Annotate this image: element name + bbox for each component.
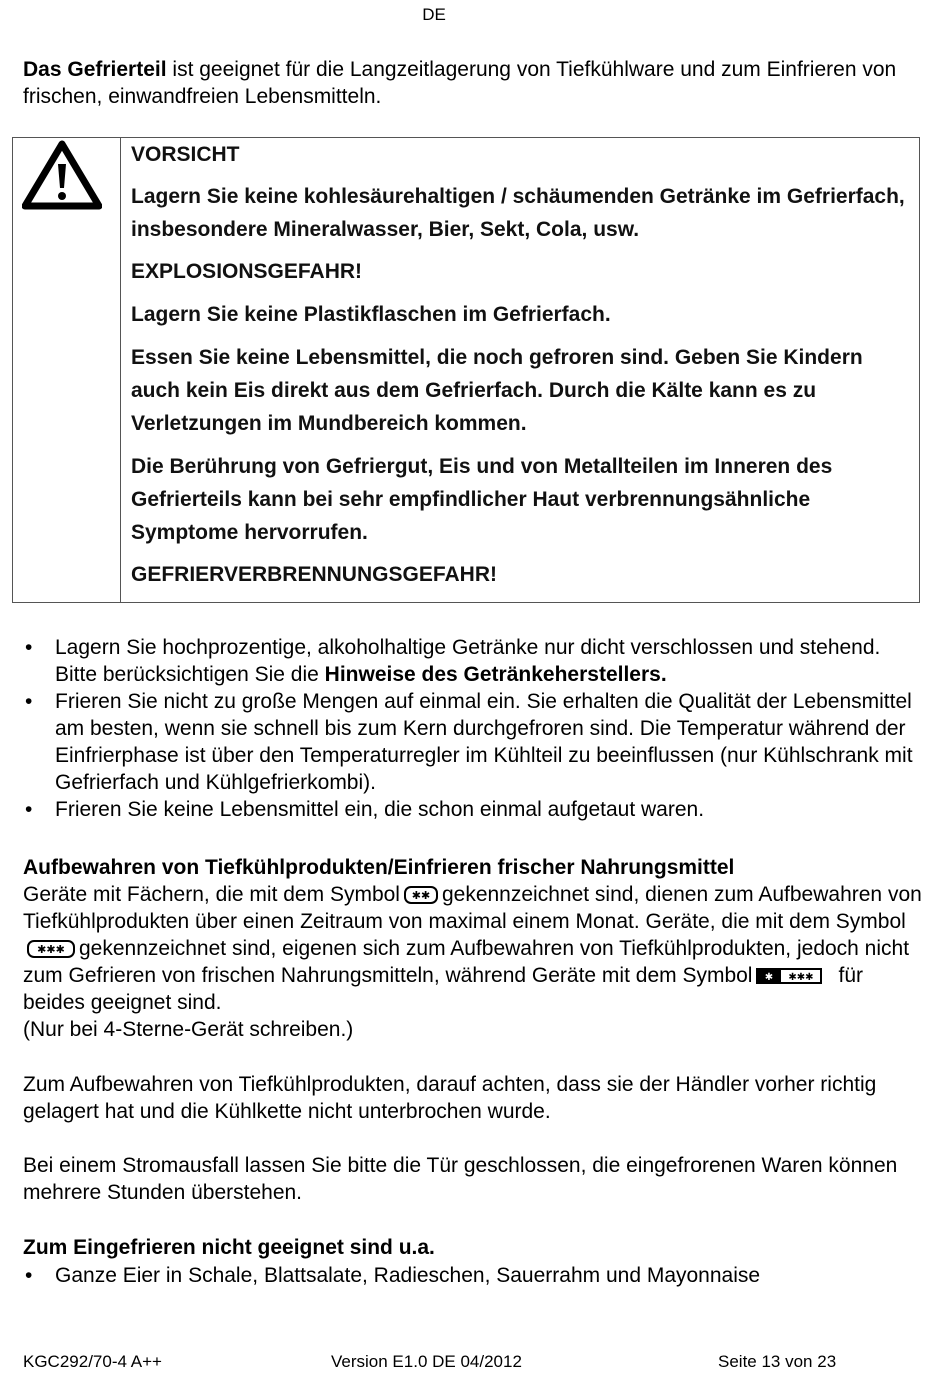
footer-page-number: Seite 13 von 23 <box>718 1352 837 1371</box>
four-star-symbol-icon <box>756 968 822 984</box>
two-star-symbol-icon <box>404 886 438 904</box>
list-item: • Lagern Sie hochprozentige, alkoholhaltige Getränke nur dicht verschlossen und stehend. Bitte berücksichtigen Sie die Hinweise des Getränkeherstellers. <box>25 636 881 686</box>
section-heading-not-suitable: Zum Eingefrieren nicht geeignet sind u.a. <box>23 1236 435 1259</box>
warning-icon-cell <box>13 138 121 602</box>
warning-line-1: Lagern Sie keine kohlesäurehaltigen / schäumenden Getränke im Gefrierfach, insbesondere Mineralwasser, Bier, Sekt, Cola, usw. <box>131 185 905 241</box>
intro-bold: Das Gefrierteil <box>23 58 167 81</box>
warning-line-2: EXPLOSIONSGEFAHR! <box>131 260 363 283</box>
language-code: DE <box>422 5 446 24</box>
warning-line-4: Essen Sie keine Lebensmittel, die noch gefroren sind. Geben Sie Kindern auch kein Eis direkt aus dem Gefrierfach. Durch die Kälte kann es zu Verletzungen im Mundbereich kommen. <box>131 346 863 435</box>
warning-triangle-icon <box>22 140 102 210</box>
warning-line-5: Die Berührung von Gefriergut, Eis und von Metallteilen im Inneren des Gefrierteils kann bei sehr empfindlicher Haut verbrennungsähnliche Symptome hervorrufen. <box>131 455 833 544</box>
storage-bullets <box>23 634 928 823</box>
svg-text:✱✱: ✱✱ <box>411 889 431 903</box>
svg-text:✱✱✱: ✱✱✱ <box>788 972 815 984</box>
footer-model: KGC292/70-4 A++ <box>23 1352 162 1371</box>
list-item: • Ganze Eier in Schale, Blattsalate, Radieschen, Sauerrahm und Mayonnaise <box>25 1264 761 1287</box>
intro-paragraph <box>23 56 928 110</box>
footer-version: Version E1.0 DE 04/2012 <box>331 1352 522 1371</box>
intro-text: ist geeignet für die Langzeitlagerung von Tiefkühlware und zum Einfrieren von frischen, einwandfreien Lebensmitteln. <box>23 58 897 108</box>
power-outage-paragraph: Bei einem Stromausfall lassen Sie bitte die Tür geschlossen, die eingefrorenen Waren können mehrere Stunden überstehen. <box>23 1154 898 1204</box>
warning-line-6: GEFRIERVERBRENNUNGSGEFAHR! <box>131 563 497 586</box>
warning-line-3: Lagern Sie keine Plastikflaschen im Gefrierfach. <box>131 303 611 326</box>
warning-title: VORSICHT <box>131 143 240 166</box>
three-star-symbol-icon <box>27 940 75 958</box>
svg-text:✱✱✱: ✱✱✱ <box>37 943 65 957</box>
symbol-paragraph: Geräte mit Fächern, die mit dem Symbol ✱✱ gekennzeichnet sind, dienen zum Aufbewahren von Tiefkühlprodukten über einen Zeitraum von maximal einem Monat. Geräte, die mit dem Symbol ✱✱✱ gekennzeichnet sind, eigenen sich zum Aufbewahren von Tiefkühlprodukten, jedoch nicht zum Gefrieren von frischen Nahrungsmitteln, während Geräte mit dem Symbol ✱ ✱✱✱ für beides geeignet sind. (Nur bei 4-Sterne-Gerät schreiben.) <box>23 883 922 1041</box>
svg-text:✱: ✱ <box>765 972 774 984</box>
cold-chain-paragraph: Zum Aufbewahren von Tiefkühlprodukten, darauf achten, dass sie der Händler vorher richtig gelagert hat und die Kühlkette nicht unterbrochen wurde. <box>23 1073 877 1123</box>
list-item: • Frieren Sie nicht zu große Mengen auf einmal ein. Sie erhalten die Qualität der Lebensmittel am besten, wenn sie schnell bis zum Kern durchgefroren sind. Die Temperatur während der Einfrierphase ist über den Temperaturregler im Kühlteil zu beeinflussen (nur Kühlschrank mit Gefrierfach und Kühlgefrierkombi). <box>25 690 913 794</box>
warning-box <box>12 137 920 603</box>
section-heading-storage: Aufbewahren von Tiefkühlprodukten/Einfrieren frischer Nahrungsmittel <box>23 856 735 879</box>
not-suitable-list <box>23 1262 928 1289</box>
list-item: • Frieren Sie keine Lebensmittel ein, die schon einmal aufgetaut waren. <box>25 798 705 821</box>
